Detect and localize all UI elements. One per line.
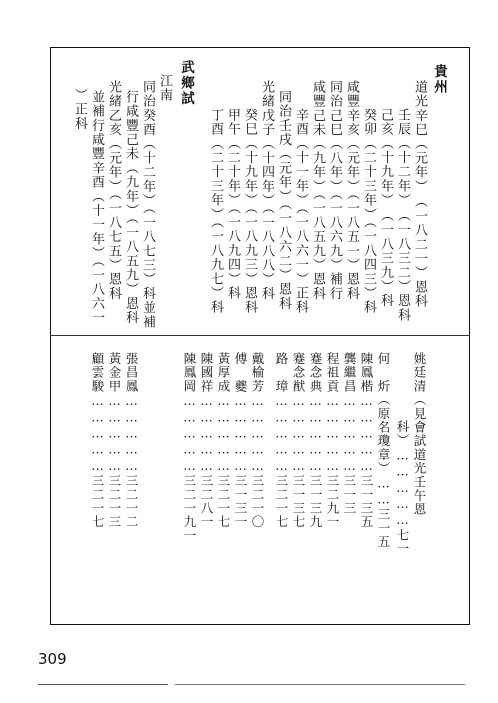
footer-rule [38, 684, 168, 685]
exam-year: 咸豐辛亥（元年）（一八五一）恩科 [344, 80, 359, 301]
section-divider [50, 335, 470, 336]
exam-year: 光緒戊子（十四年）（一八八八）科 [259, 80, 274, 301]
region-label: 江南 [157, 74, 172, 103]
name-entry: 路 璋……………三二一七 [274, 352, 289, 529]
name-entry: 黃金甲……………三二一三 [107, 352, 122, 529]
name-entry: 程祖貢……………三二九一 [325, 352, 340, 529]
name-entry: 陳鳳楷……………三一三五 [359, 352, 374, 529]
name-entry: 張昌鳳……………三二一二 [124, 352, 139, 529]
exam-year: 己亥（十九年） （一八三九）科 [378, 108, 393, 308]
exam-year: ）正科 [72, 88, 87, 131]
name-entry: 陳鳳岡……………三二一九一 [182, 352, 197, 543]
footer-rule [175, 684, 465, 685]
exam-year: 同治己巳（八年）（一八六九）補行 [327, 80, 342, 301]
name-entry: 陳國祥……………三二八一 [199, 352, 214, 529]
exam-year: 同治壬戌（元年）（一八六二）恩科 [276, 90, 291, 311]
name-entry: 傅 夔……………三一三一 [233, 352, 248, 529]
exam-year: 行咸豐己未（九年）（一八五九）恩科 [123, 90, 138, 325]
page-title: 貴州 [431, 64, 447, 95]
name-entry: 龔繼昌……………三一三 [342, 352, 357, 516]
page-number: 309 [38, 650, 67, 668]
exam-year: 甲午（二十年）（一八九四）科 [225, 108, 240, 301]
name-entry: 顧雲駿……………三二一七 [90, 352, 105, 529]
name-entry: 戴榆芳……………三二一〇 [250, 352, 265, 529]
exam-year: 光緒乙亥（元年）（一八七五）恩科 [106, 80, 121, 301]
exam-year: 並補行咸豐辛酉（十一年）（一八六一 [89, 90, 104, 325]
exam-year: 咸豐己未（九年）（一八五九）恩科 [310, 80, 325, 301]
name-entry: 蹇念典……………三一三九 [308, 352, 323, 529]
name-entry: 何 炘（原名瓊章）……三一五 [376, 352, 391, 549]
exam-year: 丁酉（二十三年）（一八九七）科 [208, 108, 223, 315]
name-entry: 黃厚成……………三二一七 [216, 352, 231, 529]
name-entry: 科）……………七一 [395, 420, 410, 556]
section-title: 武鄉試 [178, 60, 194, 107]
name-entry: 姚廷清（見會試道光壬午恩 [412, 352, 427, 517]
exam-year: 癸卯（二十三年）（一八四三）科 [361, 108, 376, 315]
exam-year: 同治癸酉（十二年）（一八七三）科並補 [140, 80, 155, 330]
exam-year: 道光辛巳（元年） （一八二一）恩科 [412, 80, 427, 309]
name-entry: 蹇念猷……………三一三七 [291, 352, 306, 529]
exam-year: 癸巳（十九年）（一八九三）恩科 [242, 108, 257, 315]
exam-year: 辛酉（十一年）（一八六一）正科 [293, 108, 308, 315]
exam-year: 壬辰（十二年） （一八三二）恩科 [395, 108, 410, 323]
